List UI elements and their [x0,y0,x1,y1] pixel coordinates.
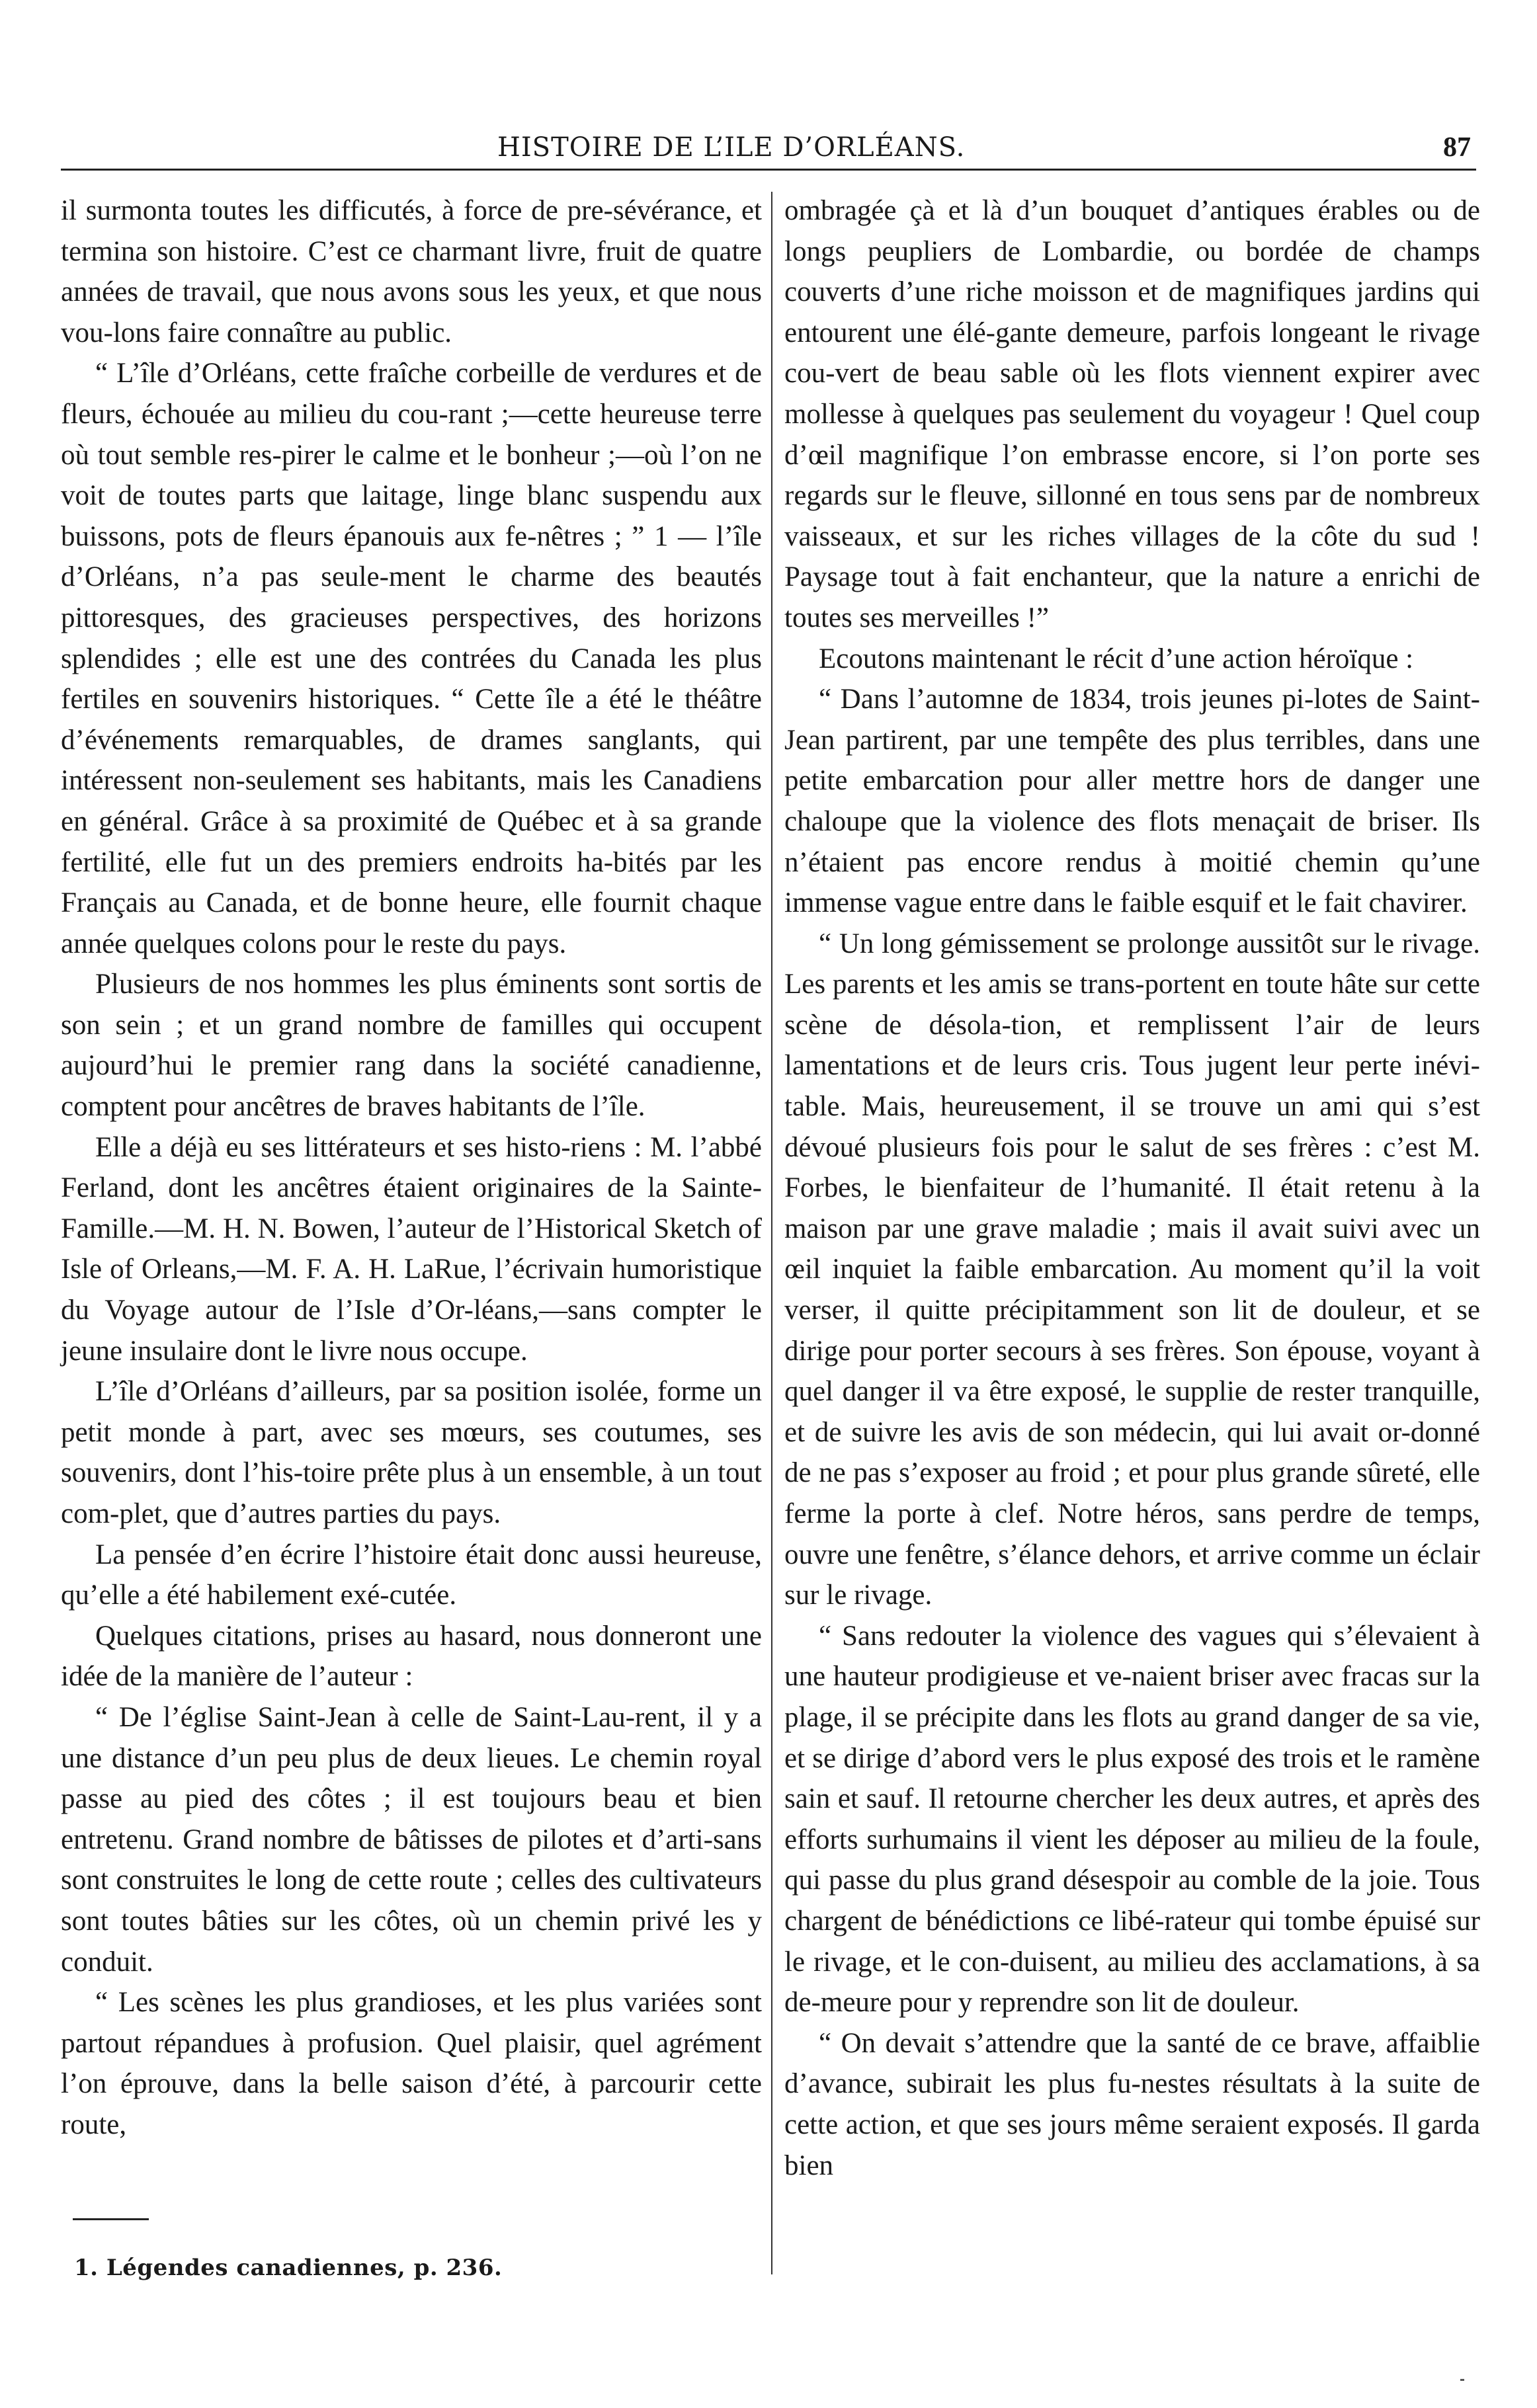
paragraph: il surmonta toutes les difficutés, à force de pre-sévérance, et termina son histoire. C’est ce charmant livre, fruit de quatre années de travail, que nous avons sous les yeux, et que nous vou-lons faire connaître au public. [61,195,762,348]
paragraph: “ Les scènes les plus grandioses, et les plus variées sont partout répandues à profusion. Quel plaisir, quel agrément l’on éprouve, dans la belle saison d’été, à parcourir cette route, [61,1987,762,2140]
page-header [61,129,1476,171]
paragraph: “ Un long gémissement se prolonge aussitôt sur le rivage. Les parents et les amis se trans-portent en toute hâte sur cette scène de désola-tion, et remplissent l’air de leurs lamentations et de leurs cris. Tous jugent leur perte inévi-table. Mais, heureusement, il se trouve un ami qui s’est dévoué plusieurs fois pour le salut de ses frères : c’est M. Forbes, le bienfaiteur de l’humanité. Il était retenu à la maison par une grave maladie ; mais il avait suivi avec un œil inquiet la faible embarcation. Au moment qu’il la voit verser, il quitte précipitamment son lit de douleur, et se dirige pour porter secours à ses frères. Son épouse, voyant à quel danger il va être exposé, le supplie de rester tranquille, et de suivre les avis de son médecin, qui lui avait or-donné de ne pas s’exposer au froid ; et pour plus grande sûreté, elle ferme la porte à clef. Notre héros, sans perdre de temps, ouvre une fenêtre, s’élance dehors, et arrive comme un éclair sur le rivage. [784,928,1480,1611]
paragraph: L’île d’Orléans d’ailleurs, par sa position isolée, forme un petit monde à part, avec ses mœurs, ses coutumes, ses souvenirs, dont l’his-toire prête plus à un ensemble, à un tout com-plet, que d’autres parties du pays. [61,1376,762,1529]
paragraph: La pensée d’en écrire l’histoire était donc aussi heureuse, qu’elle a été habilement exé-cutée. [61,1539,762,1611]
print-speck [1460,2379,1464,2381]
paragraph: “ L’île d’Orléans, cette fraîche corbeille de verdures et de fleurs, échouée au milieu du cou-rant ;—cette heureuse terre où tout semble res-pirer le calme et le bonheur ;—où l’on ne voit de toutes parts que laitage, linge blanc suspendu aux buissons, pots de fleurs épanouis aux fe-nêtres ; ” 1 — l’île d’Orléans, n’a pas seule-ment le charme des beautés pittoresques, des gracieuses perspectives, des horizons splendides ; elle est une des contrées du Canada les plus fertiles en souvenirs historiques. “ Cette île a été le théâtre d’événements remarquables, de drames sanglants, qui intéressent non-seulement ses habitants, mais les Canadiens en général. Grâce à sa proximité de Québec et à sa grande fertilité, elle fut un des premiers endroits ha-bités par les Français au Canada, et de bonne heure, elle fournit chaque année quelques colons pour le reste du pays. [61,358,762,959]
paragraph: Elle a déjà eu ses littérateurs et ses histo-riens : M. l’abbé Ferland, dont les ancêtres étaient originaires de la Sainte-Famille.—M. H. N. Bowen, l’auteur de l’Historical Sketch of Isle of Orleans,—M. F. A. H. LaRue, l’écrivain humoristique du Voyage autour de l’Isle d’Or-léans,—sans compter le jeune insulaire dont le livre nous occupe. [61,1131,762,1367]
footnote: 1. Légendes canadiennes, p. 236. [74,2255,503,2281]
page-number: 87 [1443,132,1471,163]
paragraph: Quelques citations, prises au hasard, nous donneront une idée de la manière de l’auteur : [61,1620,762,1693]
running-title: HISTOIRE DE L’ILE D’ORLÉANS. [497,132,966,163]
paragraph: “ Dans l’automne de 1834, trois jeunes pi-lotes de Saint-Jean partirent, par une tempête des plus terribles, dans une petite embarcation pour aller mettre hors de danger une chaloupe que la violence des flots menaçait de briser. Ils n’étaient pas encore rendus à moitié chemin qu’une immense vague entre dans le faible esquif et le fait chavirer. [784,684,1480,919]
paragraph: “ De l’église Saint-Jean à celle de Saint-Lau-rent, il y a une distance d’un peu plus de deux lieues. Le chemin royal passe au pied des côtes ; il est toujours beau et bien entretenu. Grand nombre de bâtisses de pilotes et d’arti-sans sont construites le long de cette route ; celles des cultivateurs sont toutes bâties sur les côtes, où un chemin privé les y conduit. [61,1701,762,1978]
column-divider [771,192,772,2274]
paragraph: “ Sans redouter la violence des vagues qui s’élevaient à une hauteur prodigieuse et ve-naient briser avec fracas sur la plage, il se précipite dans les flots au grand danger de sa vie, et se dirige d’abord vers le plus exposé des trois et le ramène sain et sauf. Il retourne chercher les deux autres, et après des efforts surhumains il vient les déposer au milieu de la foule, qui passe du plus grand désespoir au comble de la joie. Tous chargent de bénédictions ce libé-rateur qui tombe épuisé sur le rivage, et le con-duisent, au milieu des acclamations, à sa de-meure pour y reprendre son lit de douleur. [784,1620,1480,2019]
footnote-rule [73,2218,149,2220]
right-text-column [784,190,1480,2186]
paragraph: Ecoutons maintenant le récit d’une action héroïque : [819,643,1414,674]
paragraph: “ On devait s’attendre que la santé de ce brave, affaiblie d’avance, subirait les plus fu-nestes résultats à la suite de cette action, et que ses jours même seraient exposés. Il garda bien [784,2027,1480,2181]
left-text-column [61,190,762,2146]
paragraph: ombragée çà et là d’un bouquet d’antiques érables ou de longs peupliers de Lombardie, ou bordée de champs couverts d’une riche moisson et de magnifiques jardins qui entourent une élé-gante demeure, parfois longeant le rivage cou-vert de beau sable où les flots viennent expirer avec mollesse à quelques pas seulement du voyageur ! Quel coup d’œil magnifique l’on embrasse encore, si l’on porte ses regards sur le fleuve, sillonné en tous sens par de nombreux vaisseaux, et sur les riches villages de la côte du sud ! Paysage tout à fait enchanteur, que la nature a enrichi de toutes ses merveilles !” [784,195,1480,633]
paragraph: Plusieurs de nos hommes les plus éminents sont sortis de son sein ; et un grand nombre de familles qui occupent aujourd’hui le premier rang dans la société canadienne, comptent pour ancêtres de braves habitants de l’île. [61,969,762,1123]
